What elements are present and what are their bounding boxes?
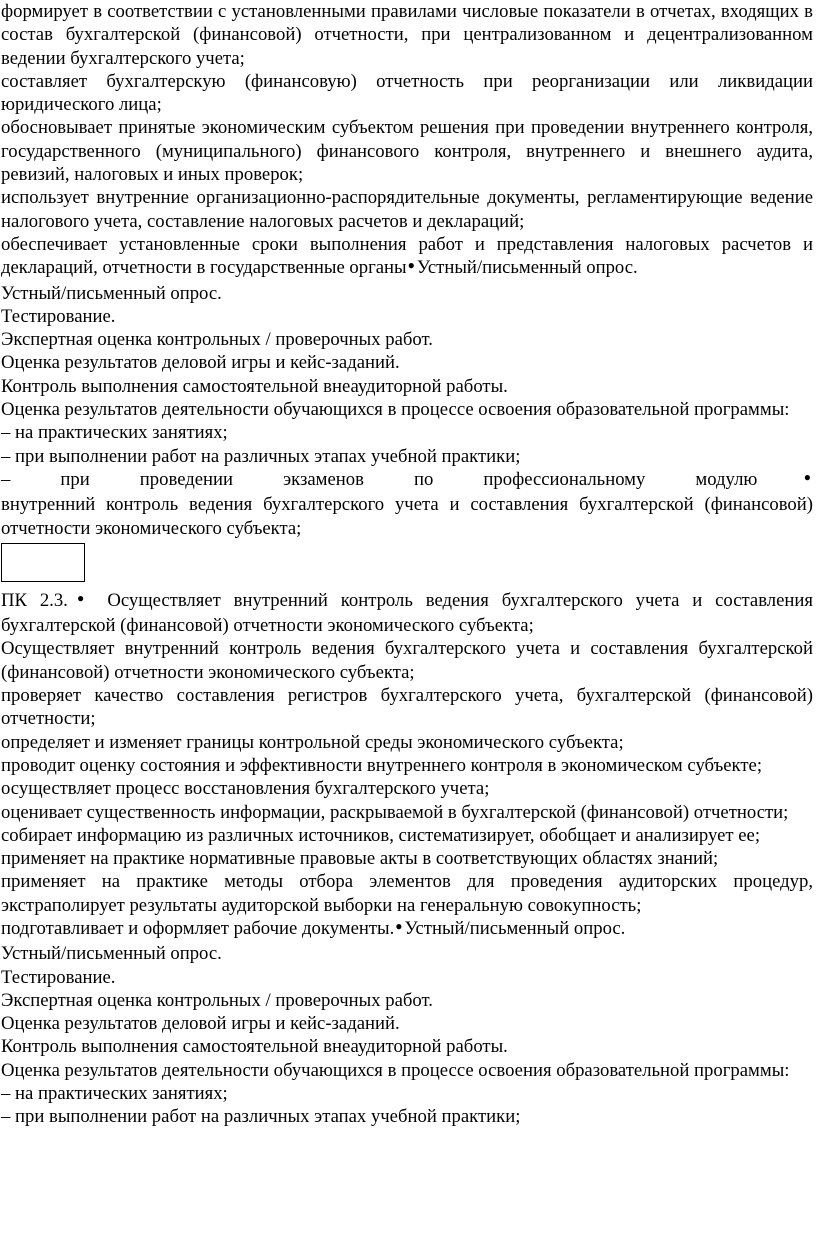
skill-item-text: обеспечивает установленные сроки выполнения работ и представления налоговых расчетов и деклараций, отчетности в государственные органы — [1, 233, 813, 279]
empty-table-cell — [1, 543, 85, 582]
assessment-method: Тестирование. — [1, 305, 116, 327]
assessment-method: Устный/письменный опрос. — [404, 917, 626, 939]
bullet-icon: ● — [407, 258, 415, 273]
assessment-method: Контроль выполнения самостоятельной внеаудиторной работы. — [1, 375, 508, 397]
assessment-method: Оценка результатов деятельности обучающихся в процессе освоения образовательной программы: — [1, 1059, 790, 1081]
skill-item: Осуществляет внутренний контроль ведения бухгалтерского учета и составления бухгалтерской (финансовой) отчетности экономического субъекта; — [1, 638, 813, 683]
skill-item: проверяет качество составления регистров бухгалтерского учета, бухгалтерской (финансовой) отчетности; — [1, 685, 813, 730]
skill-item-text: подготавливает и оформляет рабочие документы. — [1, 917, 395, 939]
assessment-method: Устный/письменный опрос. — [1, 943, 222, 965]
bullet-icon: ● — [395, 918, 403, 933]
assessment-method: – на практических занятиях; — [1, 1083, 228, 1105]
skill-item: использует внутренние организационно-распорядительные документы, регламентирующие ведение налогового учета, составление налоговых расчетов и деклараций; — [1, 187, 813, 232]
skill-item: оценивает существенность информации, раскрываемой в бухгалтерской (финансовой) отчетности; — [1, 801, 789, 823]
assessment-method: Экспертная оценка контрольных / проверочных работ. — [1, 989, 433, 1011]
exam-line — [1, 468, 813, 493]
skill-item-last — [1, 917, 813, 942]
skill-item: применяет на практике методы отбора элементов для проведения аудиторских процедур, экстраполирует результаты аудиторской выборки на генеральную совокупность; — [1, 871, 813, 916]
competency-text: Осуществляет внутренний контроль ведения бухгалтерского учета и составления бухгалтерской (финансовой) отчетности экономического субъекта; — [1, 589, 813, 637]
assessment-method: – при выполнении работ на различных этапах учебной практики; — [1, 1106, 521, 1128]
skill-item: применяет на практике нормативные правовые акты в соответствующих областях знаний; — [1, 848, 719, 870]
competency-heading — [1, 589, 813, 638]
assessment-method: Оценка результатов деловой игры и кейс-заданий. — [1, 352, 400, 374]
assessment-method: – при выполнении работ на различных этапах учебной практики; — [1, 445, 521, 467]
assessment-method: Тестирование. — [1, 966, 116, 988]
skill-item: формирует в соответствии с установленными правилами числовые показатели в отчетах, входящих в состав бухгалтерской (финансовой) отчетности, при централизованном и децентрализованном ведении бухгалтерского учета; — [1, 1, 813, 69]
skill-item: составляет бухгалтерскую (финансовую) отчетность при реорганизации или ликвидации юридического лица; — [1, 70, 813, 116]
assessment-method: – на практических занятиях; — [1, 422, 228, 444]
bullet-icon: ● — [68, 590, 93, 605]
assessment-method: Экспертная оценка контрольных / проверочных работ. — [1, 329, 433, 351]
skill-item: осуществляет процесс восстановления бухгалтерского учета; — [1, 778, 490, 800]
skill-item: проводит оценку состояния и эффективности внутреннего контроля в экономическом субъекте; — [1, 754, 763, 776]
skill-item: собирает информацию из различных источников, систематизирует, обобщает и анализирует ее; — [1, 824, 761, 846]
bullet-icon: ● — [758, 469, 811, 484]
exam-continuation: внутренний контроль ведения бухгалтерского учета и составления бухгалтерской (финансовой) отчетности экономического субъекта; — [1, 494, 813, 539]
assessment-method: Оценка результатов деятельности обучающихся в процессе освоения образовательной программы: — [1, 399, 790, 421]
assessment-method: Оценка результатов деловой игры и кейс-заданий. — [1, 1013, 400, 1035]
assessment-method: Устный/письменный опрос. — [416, 257, 638, 279]
assessment-method: Устный/письменный опрос. — [1, 282, 222, 304]
skill-item-last — [1, 233, 813, 282]
competency-code: ПК 2.3. — [1, 589, 68, 611]
skill-item: обосновывает принятые экономическим субъектом решения при проведении внутреннего контроля, государственного (муниципального) финансового контроля, внутреннего и внешнего аудита, ревизий, налоговых и иных проверок; — [1, 117, 813, 186]
skill-item: определяет и изменяет границы контрольной среды экономического субъекта; — [1, 731, 624, 753]
exam-text: – при проведении экзаменов по профессиональному модулю — [1, 468, 758, 490]
assessment-method: Контроль выполнения самостоятельной внеаудиторной работы. — [1, 1036, 508, 1058]
